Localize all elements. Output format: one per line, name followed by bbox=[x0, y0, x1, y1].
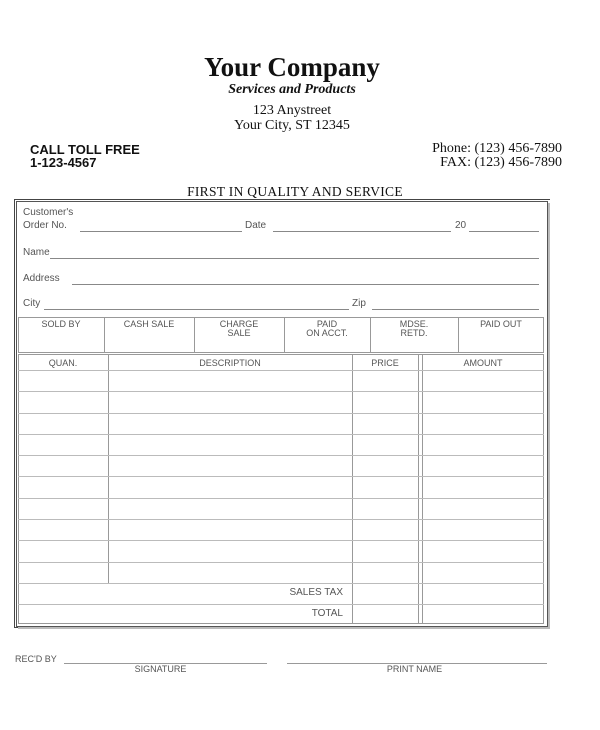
mdse-retd-cell[interactable] bbox=[370, 318, 458, 352]
address-label: Address bbox=[23, 273, 60, 284]
quan-column-divider bbox=[108, 354, 109, 583]
table-row-line bbox=[18, 413, 544, 414]
address-field[interactable] bbox=[72, 284, 539, 285]
company-name: Your Company bbox=[204, 52, 380, 82]
table-row-line bbox=[18, 434, 544, 435]
zip-label: Zip bbox=[352, 298, 366, 309]
frame-top-line bbox=[14, 199, 550, 200]
cash-sale-cell[interactable] bbox=[104, 318, 194, 352]
col-price-header: PRICE bbox=[371, 358, 399, 368]
table-row-line bbox=[18, 562, 544, 563]
company-tagline: Services and Products bbox=[228, 82, 356, 97]
table-row-line bbox=[18, 604, 544, 605]
fax-number: FAX: (123) 456-7890 bbox=[440, 155, 562, 170]
toll-free-number: 1-123-4567 bbox=[30, 155, 97, 170]
col-amount-header: AMOUNT bbox=[463, 358, 503, 368]
name-label: Name bbox=[23, 247, 50, 258]
city-address: Your City, ST 12345 bbox=[234, 118, 350, 133]
slogan: FIRST IN QUALITY AND SERVICE bbox=[187, 184, 403, 199]
table-row-line bbox=[18, 370, 544, 371]
city-label: City bbox=[23, 298, 41, 309]
sales-tax-label: SALES TAX bbox=[289, 587, 343, 598]
name-field[interactable] bbox=[50, 258, 539, 259]
year-field[interactable] bbox=[469, 231, 539, 232]
col-quan-header: QUAN. bbox=[48, 358, 78, 368]
city-field[interactable] bbox=[44, 309, 349, 310]
table-row-line bbox=[18, 391, 544, 392]
paid-out-label: PAID OUT bbox=[480, 319, 522, 329]
paid-label: PAID bbox=[316, 319, 338, 329]
table-row-line bbox=[18, 455, 544, 456]
sold-by-cell[interactable] bbox=[18, 318, 104, 352]
table-row-line bbox=[18, 519, 544, 520]
signature-label: SIGNATURE bbox=[134, 664, 187, 674]
total-label: TOTAL bbox=[311, 608, 343, 619]
frame-left-line bbox=[14, 199, 15, 627]
charge-sale-label: SALE bbox=[227, 328, 251, 338]
cash-sale-label: CASH SALE bbox=[123, 319, 175, 329]
col-description-header: DESCRIPTION bbox=[199, 358, 261, 368]
table-row-line bbox=[18, 583, 544, 584]
year-prefix: 20 bbox=[455, 220, 467, 231]
mdse-label: MDSE. bbox=[399, 319, 429, 329]
charge-label: CHARGE bbox=[219, 319, 259, 329]
frame-bottom-line bbox=[14, 627, 550, 628]
on-acct-label: ON ACCT. bbox=[306, 328, 348, 338]
table-row-line bbox=[18, 498, 544, 499]
date-field[interactable] bbox=[273, 231, 451, 232]
sold-by-label: SOLD BY bbox=[41, 319, 81, 329]
paid-out-cell[interactable] bbox=[458, 318, 544, 352]
recd-by-label: REC'D BY bbox=[15, 654, 57, 664]
phone-number: Phone: (123) 456-7890 bbox=[432, 141, 562, 156]
customer-label: Customer's bbox=[23, 207, 74, 218]
retd-label: RETD. bbox=[400, 328, 428, 338]
charge-sale-cell[interactable] bbox=[194, 318, 284, 352]
toll-free-label: CALL TOLL FREE bbox=[30, 142, 140, 157]
print-name-label: PRINT NAME bbox=[386, 664, 443, 674]
order-no-field[interactable] bbox=[80, 231, 242, 232]
street-address: 123 Anystreet bbox=[252, 103, 332, 118]
order-no-label: Order No. bbox=[23, 220, 67, 231]
table-row-line bbox=[18, 476, 544, 477]
date-label: Date bbox=[245, 220, 267, 231]
zip-field[interactable] bbox=[372, 309, 539, 310]
table-row-line bbox=[18, 540, 544, 541]
paid-on-acct-cell[interactable] bbox=[284, 318, 370, 352]
